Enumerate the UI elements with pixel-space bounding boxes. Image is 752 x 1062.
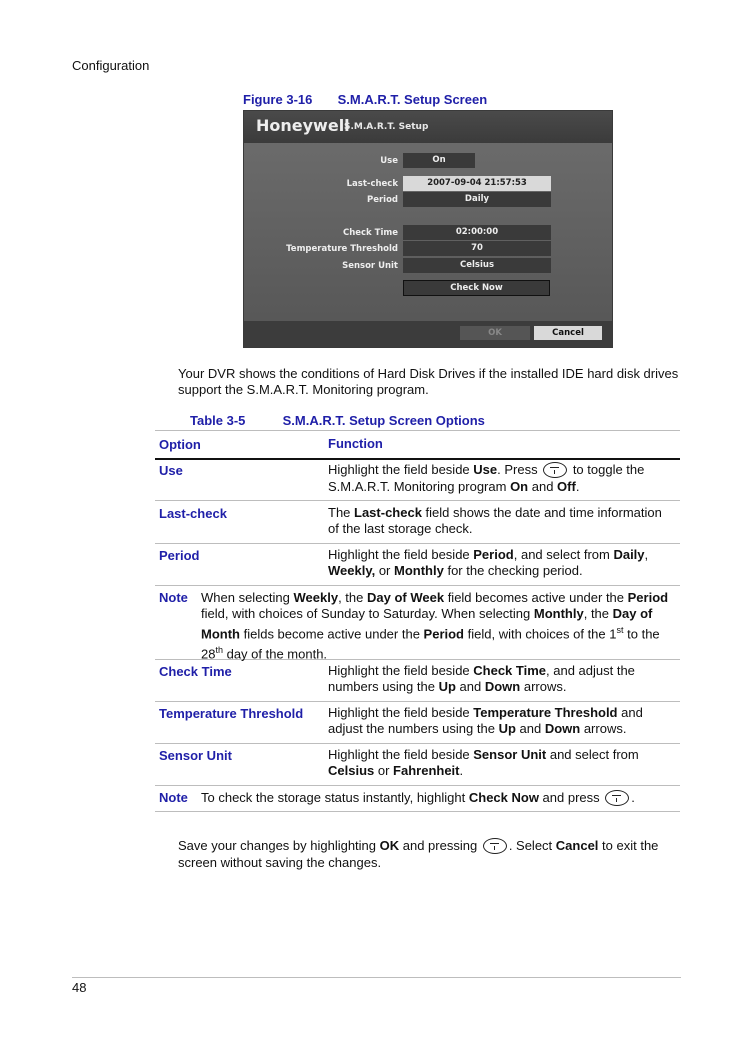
function-sensor: Highlight the field beside Sensor Unit and select from Celsius or Fahrenheit. — [328, 747, 639, 778]
lastcheck-field[interactable]: 2007-09-04 21:57:53 — [403, 176, 551, 191]
option-checktime: Check Time — [159, 664, 232, 679]
header-function: Function — [328, 436, 383, 451]
table-note-row — [155, 786, 680, 812]
closing-paragraph: Save your changes by highlighting OK and pressing . Select Cancel to exit the screen without saving the changes. — [178, 838, 659, 870]
header-option: Option — [159, 437, 201, 452]
ok-button[interactable]: OK — [460, 326, 530, 340]
check-now-button[interactable]: Check Now — [403, 280, 550, 296]
options-table — [155, 430, 680, 812]
table-row — [155, 459, 680, 501]
screen-header — [244, 111, 612, 143]
table-row — [155, 544, 680, 586]
use-label: Use — [380, 156, 398, 166]
checktime-field[interactable]: 02:00:00 — [403, 225, 551, 240]
enter-button-icon — [605, 790, 629, 806]
table-title: S.M.A.R.T. Setup Screen Options — [282, 413, 485, 428]
option-lastcheck: Last-check — [159, 506, 227, 521]
table-row — [155, 744, 680, 786]
footer-rule — [72, 977, 681, 978]
checktime-label: Check Time — [342, 228, 398, 238]
table-row — [155, 660, 680, 702]
note-label: Note — [159, 790, 188, 805]
table-note-row — [155, 586, 680, 660]
note-text: To check the storage status instantly, highlight Check Now and press . — [201, 790, 635, 805]
function-checktime: Highlight the field beside Check Time, and adjust the numbers using the Up and Down arrows. — [328, 663, 635, 694]
figure-number: Figure 3-16 — [243, 92, 313, 107]
function-period: Highlight the field beside Period, and select from Daily, Weekly, or Monthly for the checking period. — [328, 547, 649, 578]
table-number: Table 3-5 — [190, 413, 246, 428]
function-use: Highlight the field beside Use. Press to toggle the S.M.A.R.T. Monitoring program On and Off. — [328, 462, 645, 494]
option-temperature: Temperature Threshold — [159, 706, 304, 721]
sensor-label: Sensor Unit — [342, 261, 398, 271]
enter-button-icon — [543, 462, 567, 478]
cancel-button[interactable]: Cancel — [534, 326, 602, 340]
lastcheck-label: Last-check — [346, 179, 398, 189]
period-field[interactable]: Daily — [403, 192, 551, 207]
enter-button-icon — [483, 838, 507, 854]
option-period: Period — [159, 548, 200, 563]
table-row — [155, 702, 680, 744]
table-row — [155, 501, 680, 544]
use-field[interactable]: On — [403, 153, 475, 168]
figure-title: S.M.A.R.T. Setup Screen — [337, 92, 488, 107]
temp-field[interactable]: 70 — [403, 241, 551, 256]
note-label: Note — [159, 590, 188, 605]
figure-caption — [243, 92, 487, 107]
option-use: Use — [159, 463, 183, 478]
period-label: Period — [366, 195, 398, 205]
intro-paragraph: Your DVR shows the conditions of Hard Disk Drives if the installed IDE hard disk drives support the S.M.A.R.T. Monitoring program. — [178, 366, 679, 397]
option-sensor: Sensor Unit — [159, 748, 232, 763]
table-header-row — [155, 430, 680, 460]
temp-label: Temperature Threshold — [286, 244, 398, 254]
brand-logo: Honeywell — [256, 116, 350, 135]
section-header: Configuration — [72, 58, 150, 73]
function-temperature: Highlight the field beside Temperature Threshold and adjust the numbers using the Up and Down arrows. — [328, 705, 643, 736]
table-caption — [190, 413, 485, 428]
sensor-field[interactable]: Celsius — [403, 258, 551, 273]
note-text: When selecting Weekly, the Day of Week field becomes active under the Period field, with choices of Sunday to Saturday. When selecting Monthly, the Day of Month fields become active under the Period field, with choices of the 1st to the 28th day of the month. — [201, 590, 669, 662]
smart-setup-screenshot — [243, 110, 613, 348]
screen-title: S.M.A.R.T. Setup — [344, 122, 429, 132]
function-lastcheck: The Last-check field shows the date and time information of the last storage check. — [328, 505, 662, 536]
page-number: 48 — [72, 980, 87, 995]
